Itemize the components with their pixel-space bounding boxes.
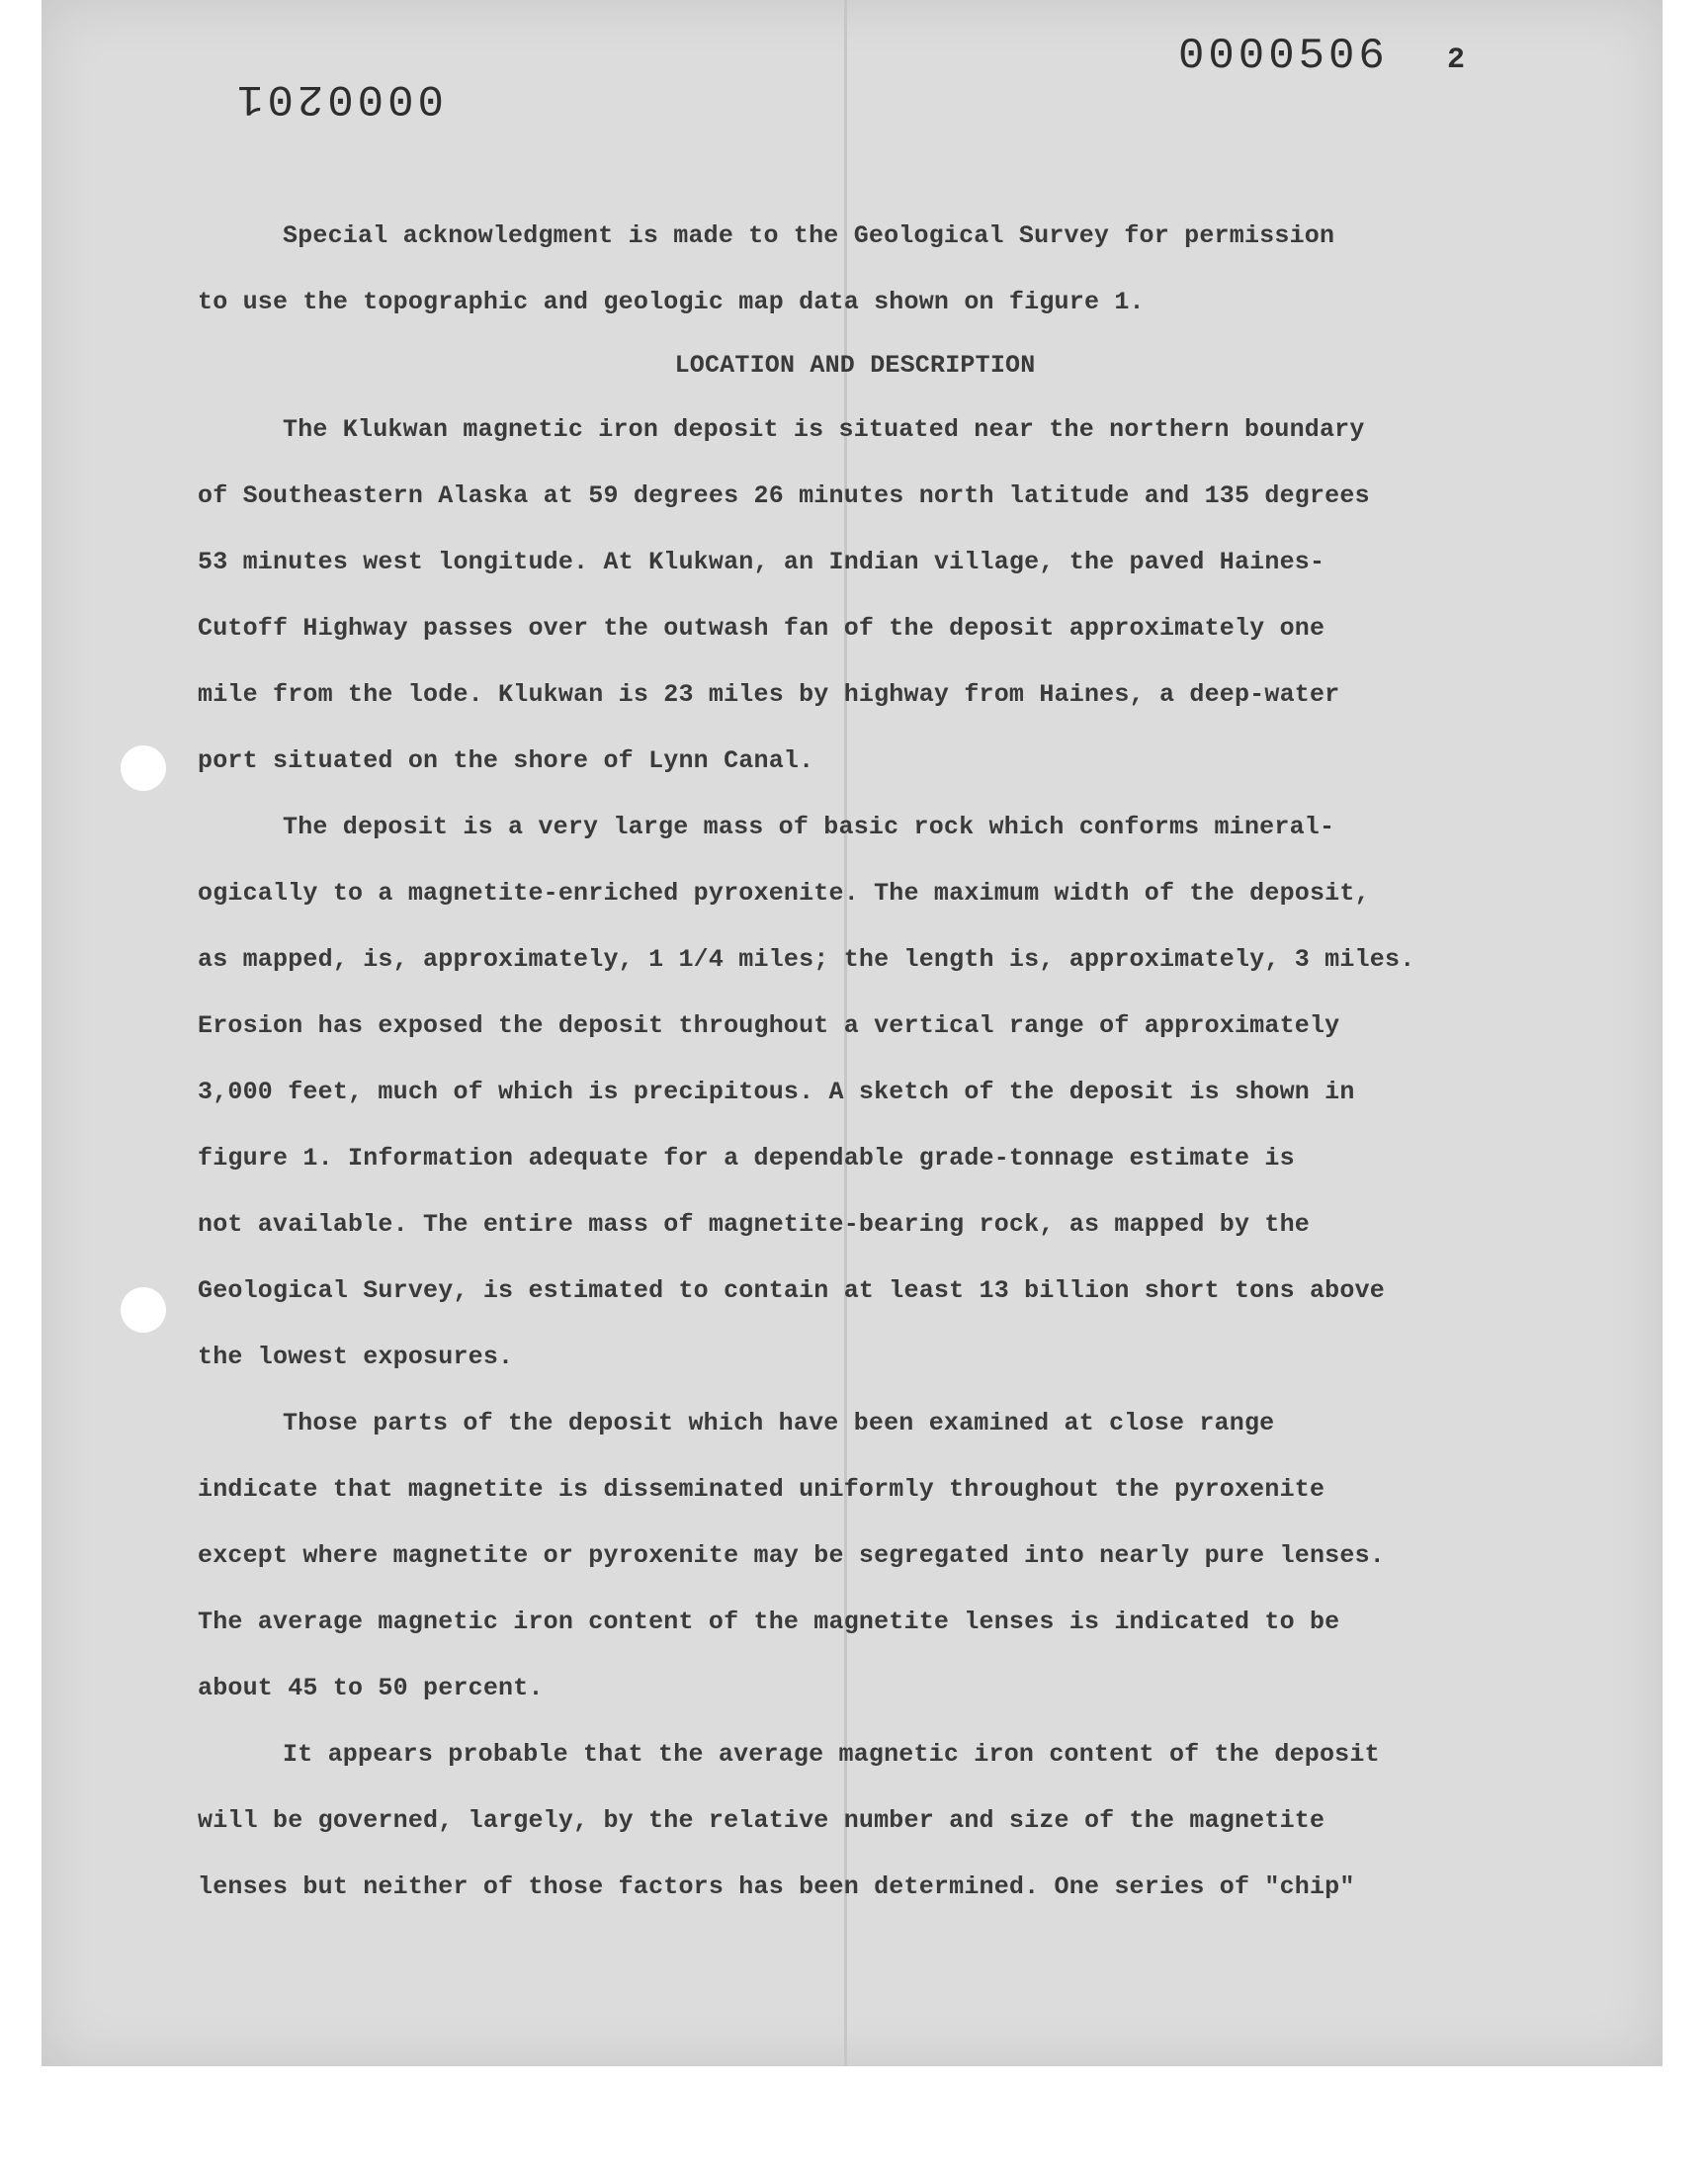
text-line: as mapped, is, approximately, 1 1/4 miles; the length is, approximately, 3 miles. xyxy=(198,945,1415,974)
section-heading: LOCATION AND DESCRIPTION xyxy=(674,351,1036,380)
text-line: Those parts of the deposit which have been examined at close range xyxy=(283,1409,1275,1437)
text-line: 3,000 feet, much of which is precipitous. A sketch of the deposit is shown in xyxy=(198,1078,1355,1106)
document-body xyxy=(198,203,1542,1920)
text-line: 53 minutes west longitude. At Klukwan, an Indian village, the paved Haines- xyxy=(198,548,1325,576)
serial-stamp: 0000506 xyxy=(1178,32,1389,81)
text-line: The average magnetic iron content of the magnetite lenses is indicated to be xyxy=(198,1608,1340,1636)
text-line: except where magnetite or pyroxenite may be segregated into nearly pure lenses. xyxy=(198,1541,1385,1570)
punch-hole-top xyxy=(121,745,166,791)
text-line: port situated on the shore of Lynn Canal. xyxy=(198,746,814,775)
serial-stamp-inverted: 0000201 xyxy=(233,73,444,123)
text-line: The Klukwan magnetic iron deposit is situated near the northern boundary xyxy=(283,415,1365,444)
text-line: Cutoff Highway passes over the outwash fan of the deposit approximately one xyxy=(198,614,1325,643)
text-line: of Southeastern Alaska at 59 degrees 26 minutes north latitude and 135 degrees xyxy=(198,481,1370,510)
page-number: 2 xyxy=(1447,44,1466,77)
punch-hole-bottom xyxy=(121,1287,166,1333)
text-line: to use the topographic and geologic map data shown on figure 1. xyxy=(198,288,1145,316)
text-line: Erosion has exposed the deposit throughout a vertical range of approximately xyxy=(198,1011,1340,1040)
text-line: The deposit is a very large mass of basic rock which conforms mineral- xyxy=(283,813,1335,841)
text-line: not available. The entire mass of magnetite-bearing rock, as mapped by the xyxy=(198,1210,1310,1239)
text-line: It appears probable that the average magnetic iron content of the deposit xyxy=(283,1740,1380,1769)
text-line: figure 1. Information adequate for a dependable grade-tonnage estimate is xyxy=(198,1144,1295,1173)
text-line: mile from the lode. Klukwan is 23 miles by highway from Haines, a deep-water xyxy=(198,680,1340,709)
text-line: lenses but neither of those factors has been determined. One series of "chip" xyxy=(198,1872,1355,1901)
text-line: Geological Survey, is estimated to contain at least 13 billion short tons above xyxy=(198,1276,1385,1305)
text-line: the lowest exposures. xyxy=(198,1343,514,1371)
text-line: about 45 to 50 percent. xyxy=(198,1674,544,1702)
text-line: Special acknowledgment is made to the Geological Survey for permission xyxy=(283,221,1335,250)
text-line: will be governed, largely, by the relative number and size of the magnetite xyxy=(198,1806,1325,1835)
text-line: indicate that magnetite is disseminated uniformly throughout the pyroxenite xyxy=(198,1475,1325,1504)
text-line: ogically to a magnetite-enriched pyroxenite. The maximum width of the deposit, xyxy=(198,879,1370,908)
